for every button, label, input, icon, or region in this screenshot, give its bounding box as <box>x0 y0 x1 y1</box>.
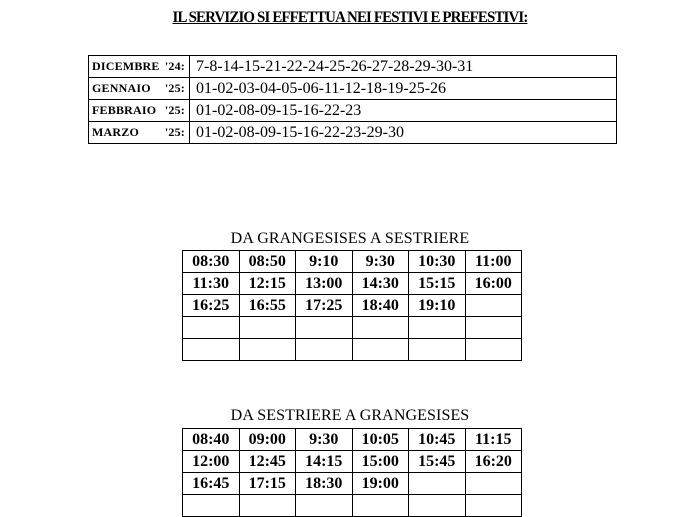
timetable-row <box>183 251 522 273</box>
departure-time-cell: 09:00 <box>239 429 296 451</box>
departure-time-cell: 16:45 <box>183 473 240 495</box>
departure-time-cell <box>409 495 466 517</box>
holiday-dates-table <box>88 55 617 144</box>
departure-time-cell <box>183 339 240 361</box>
month-name-cell <box>89 56 190 78</box>
departure-time-cell: 11:15 <box>465 429 522 451</box>
timetable-row <box>183 273 522 295</box>
departure-time-cell: 18:40 <box>352 295 409 317</box>
departure-time-cell <box>409 317 466 339</box>
month-row <box>89 78 617 100</box>
departure-time-cell: 19:10 <box>409 295 466 317</box>
departure-time-cell: 9:10 <box>296 251 353 273</box>
departure-time-cell <box>465 495 522 517</box>
month-name: MARZO <box>92 125 139 139</box>
month-days: 7-8-14-15-21-22-24-25-26-27-28-29-30-31 <box>190 56 617 78</box>
departure-time-cell: 08:50 <box>239 251 296 273</box>
departure-time-cell: 12:00 <box>183 451 240 473</box>
page-heading: IL SERVIZIO SI EFFETTUA NEI FESTIVI E PREFESTIVI: <box>172 9 528 26</box>
departure-time-cell <box>465 473 522 495</box>
month-name-cell <box>89 78 190 100</box>
departure-time-cell: 11:30 <box>183 273 240 295</box>
timetable-row <box>183 339 522 361</box>
departure-time-cell <box>352 339 409 361</box>
month-name: FEBBRAIO <box>92 103 157 117</box>
departure-time-cell: 08:30 <box>183 251 240 273</box>
month-name-cell <box>89 100 190 122</box>
departure-time-cell: 12:45 <box>239 451 296 473</box>
departure-time-cell: 9:30 <box>352 251 409 273</box>
departure-time-cell <box>352 317 409 339</box>
departure-time-cell: 14:15 <box>296 451 353 473</box>
departure-time-cell: 17:25 <box>296 295 353 317</box>
timetable-title-grangesises-sestriere: DA GRANGESISES A SESTRIERE <box>230 230 470 247</box>
departure-time-cell: 15:00 <box>352 451 409 473</box>
month-name: GENNAIO <box>92 81 151 95</box>
timetable-sestriere-grangesises <box>182 428 522 517</box>
departure-time-cell <box>465 339 522 361</box>
timetable-row <box>183 295 522 317</box>
departure-time-cell: 08:40 <box>183 429 240 451</box>
departure-time-cell: 17:15 <box>239 473 296 495</box>
month-year: '25: <box>164 103 185 117</box>
departure-time-cell <box>409 339 466 361</box>
departure-time-cell: 10:05 <box>352 429 409 451</box>
departure-time-cell <box>409 473 466 495</box>
departure-time-cell: 16:25 <box>183 295 240 317</box>
departure-time-cell <box>239 317 296 339</box>
departure-time-cell: 10:45 <box>409 429 466 451</box>
departure-time-cell: 18:30 <box>296 473 353 495</box>
month-year: '24: <box>164 59 185 73</box>
departure-time-cell: 14:30 <box>352 273 409 295</box>
departure-time-cell <box>352 495 409 517</box>
departure-time-cell: 16:20 <box>465 451 522 473</box>
timetable-row <box>183 473 522 495</box>
departure-time-cell: 15:15 <box>409 273 466 295</box>
timetable-row <box>183 317 522 339</box>
timetable-row <box>183 451 522 473</box>
timetable-title-sestriere-grangesises: DA SESTRIERE A GRANGESISES <box>230 407 470 424</box>
departure-time-cell: 16:55 <box>239 295 296 317</box>
month-days: 01-02-08-09-15-16-22-23 <box>190 100 617 122</box>
departure-time-cell <box>183 495 240 517</box>
departure-time-cell: 19:00 <box>352 473 409 495</box>
month-row <box>89 100 617 122</box>
month-row <box>89 122 617 144</box>
month-year: '25: <box>164 81 185 95</box>
departure-time-cell: 12:15 <box>239 273 296 295</box>
departure-time-cell: 11:00 <box>465 251 522 273</box>
departure-time-cell: 15:45 <box>409 451 466 473</box>
month-row <box>89 56 617 78</box>
departure-time-cell: 9:30 <box>296 429 353 451</box>
departure-time-cell: 10:30 <box>409 251 466 273</box>
departure-time-cell <box>465 295 522 317</box>
timetable-grangesises-sestriere <box>182 250 522 361</box>
month-name: DICEMBRE <box>92 59 160 73</box>
departure-time-cell <box>296 495 353 517</box>
departure-time-cell <box>239 495 296 517</box>
month-name-cell <box>89 122 190 144</box>
month-year: '25: <box>164 125 185 139</box>
departure-time-cell: 13:00 <box>296 273 353 295</box>
departure-time-cell <box>183 317 240 339</box>
month-days: 01-02-08-09-15-16-22-23-29-30 <box>190 122 617 144</box>
timetable-row <box>183 495 522 517</box>
timetable-row <box>183 429 522 451</box>
departure-time-cell <box>239 339 296 361</box>
departure-time-cell <box>296 317 353 339</box>
departure-time-cell <box>465 317 522 339</box>
month-days: 01-02-03-04-05-06-11-12-18-19-25-26 <box>190 78 617 100</box>
departure-time-cell <box>296 339 353 361</box>
departure-time-cell: 16:00 <box>465 273 522 295</box>
